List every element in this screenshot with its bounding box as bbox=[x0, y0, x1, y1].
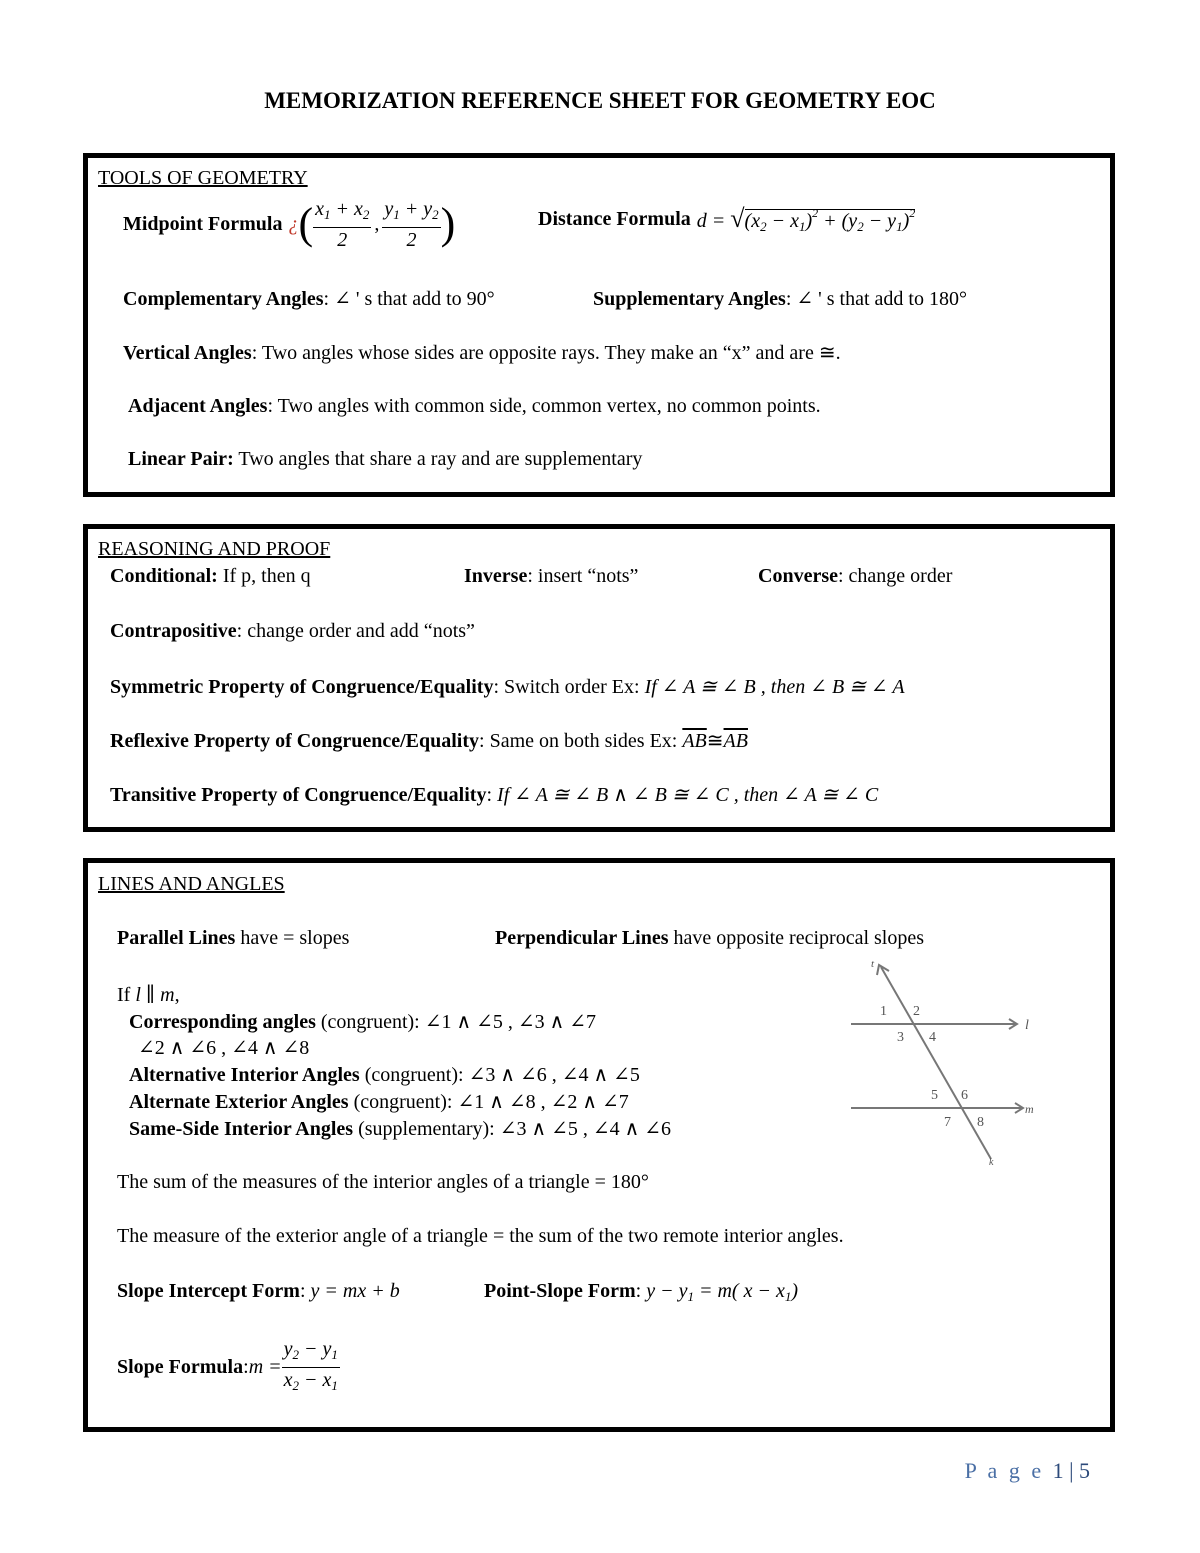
cond-label: Conditional: bbox=[110, 565, 218, 587]
si-math: y = mx + b bbox=[310, 1280, 400, 1302]
corresponding-angles bbox=[129, 1009, 596, 1034]
conv-text: : change order bbox=[837, 565, 953, 587]
section-heading-tools: TOOLS OF GEOMETRY bbox=[98, 167, 308, 189]
complementary-angles bbox=[123, 286, 495, 311]
page-word: P a g e bbox=[964, 1458, 1045, 1483]
conditional bbox=[110, 565, 311, 588]
corr-math-1: ∠1 ∧ ∠5 , ∠3 ∧ ∠7 bbox=[419, 1011, 597, 1033]
parallel-lines-diagram bbox=[843, 955, 1043, 1167]
ps-text: : bbox=[635, 1280, 647, 1302]
distance-label: Distance Formula bbox=[538, 208, 691, 230]
sf-m: m = bbox=[248, 1355, 282, 1378]
inv-label: Inverse bbox=[464, 565, 528, 587]
line-l-label: l bbox=[1025, 1018, 1029, 1033]
altext-paren: (congruent): bbox=[348, 1091, 453, 1113]
angle-label-6: 6 bbox=[961, 1088, 968, 1103]
contra-text: : change order and add “nots” bbox=[236, 620, 475, 642]
ps-label: Point-Slope Form bbox=[484, 1280, 636, 1302]
same-label: Same-Side Interior Angles bbox=[129, 1118, 354, 1140]
angle-label-5: 5 bbox=[931, 1088, 938, 1103]
adjacent-angles bbox=[128, 395, 821, 418]
transversal-top-label: t bbox=[871, 958, 875, 970]
if-text: If bbox=[117, 984, 136, 1006]
altext-label: Alternate Exterior Angles bbox=[129, 1091, 349, 1113]
par-label: Parallel Lines bbox=[117, 927, 236, 949]
same-math: ∠3 ∧ ∠5 , ∠4 ∧ ∠6 bbox=[494, 1118, 672, 1140]
open-paren: ( bbox=[298, 199, 314, 248]
linear-text: Two angles that share a ray and are supplementary bbox=[233, 448, 643, 470]
perpendicular-lines bbox=[495, 927, 924, 950]
conv-label: Converse bbox=[758, 565, 838, 587]
page-title: MEMORIZATION REFERENCE SHEET FOR GEOMETRY EOC bbox=[264, 88, 936, 113]
converse bbox=[758, 565, 952, 588]
midpoint-y-fraction: $\frac{y_1 + y_2}{2}$ bbox=[384, 197, 439, 251]
midpoint-label: Midpoint Formula bbox=[123, 212, 283, 235]
linear-label: Linear Pair: bbox=[128, 448, 234, 470]
close-paren: ) bbox=[440, 199, 456, 248]
angle-label-7: 7 bbox=[944, 1115, 951, 1130]
section-heading-reasoning: REASONING AND PROOF bbox=[98, 538, 331, 560]
slope-fraction: $\frac{y_2 - y_1}{x_2 - x_1}$ bbox=[283, 1337, 338, 1393]
page-number: 1 bbox=[1052, 1458, 1064, 1483]
sym-label: Symmetric Property of Congruence/Equality bbox=[110, 676, 494, 698]
corr-paren: (congruent): bbox=[315, 1011, 420, 1033]
same-paren: (supplementary): bbox=[353, 1118, 495, 1140]
point-slope-form bbox=[484, 1280, 798, 1305]
sym-example: If ∠ A ≅ ∠ B , then ∠ B ≅ ∠ A bbox=[644, 676, 905, 698]
perp-text: have opposite reciprocal slopes bbox=[668, 927, 924, 949]
corr-label: Corresponding angles bbox=[129, 1011, 316, 1033]
page-separator: | bbox=[1063, 1458, 1079, 1483]
inverse bbox=[464, 565, 638, 588]
linear-pair bbox=[128, 448, 642, 471]
page-footer bbox=[965, 1458, 1090, 1484]
perp-label: Perpendicular Lines bbox=[495, 927, 669, 949]
segment-ab-1: $\overline{AB}$ bbox=[682, 730, 707, 752]
supplementary-angles bbox=[593, 286, 967, 311]
comp-label: Complementary Angles bbox=[123, 288, 324, 310]
distance-expression: $d = √(x_2 - x_1)^2 + (y_2 - y_1)^2$ bbox=[696, 204, 916, 234]
tools-of-geometry-box bbox=[83, 153, 1115, 497]
midpoint-formula bbox=[123, 192, 455, 256]
inv-text: : insert “nots” bbox=[527, 565, 639, 587]
transversal-bottom-label: k bbox=[989, 1157, 994, 1167]
refl-label: Reflexive Property of Congruence/Equality bbox=[110, 730, 480, 752]
symmetric-property bbox=[110, 674, 905, 699]
section-heading-lines: LINES AND ANGLES bbox=[98, 873, 285, 895]
supp-text: : ∠ ' s that add to 180° bbox=[785, 288, 967, 310]
altint-math: ∠3 ∧ ∠6 , ∠4 ∧ ∠5 bbox=[463, 1064, 640, 1086]
angle-label-8: 8 bbox=[977, 1115, 984, 1130]
altint-paren: (congruent): bbox=[359, 1064, 464, 1086]
sf-label: Slope Formula bbox=[117, 1355, 244, 1378]
par-text: have = slopes bbox=[235, 927, 350, 949]
if-comma: , bbox=[174, 984, 180, 1006]
ps-math: $y - y_1 = m$( $x - x_1$) bbox=[646, 1280, 798, 1304]
angle-label-2: 2 bbox=[913, 1004, 920, 1019]
congruent-symbol: ≅ bbox=[706, 730, 724, 752]
parallel-lines bbox=[117, 927, 349, 950]
alternative-interior-angles bbox=[129, 1062, 640, 1087]
lines-and-angles-box bbox=[83, 858, 1115, 1432]
reasoning-and-proof-box bbox=[83, 524, 1115, 832]
angle-label-4: 4 bbox=[929, 1030, 936, 1045]
altext-math: ∠1 ∧ ∠8 , ∠2 ∧ ∠7 bbox=[452, 1091, 629, 1113]
si-label: Slope Intercept Form bbox=[117, 1280, 300, 1302]
segment-ab-2: $\overline{AB}$ bbox=[723, 730, 748, 752]
vert-label: Vertical Angles bbox=[123, 342, 252, 364]
slope-intercept-form bbox=[117, 1280, 400, 1303]
line-m-label: m bbox=[1025, 1102, 1034, 1116]
comma: , bbox=[374, 212, 380, 235]
angle-label-3: 3 bbox=[897, 1030, 904, 1045]
vert-text: : Two angles whose sides are opposite rays. They make an “x” and are ≅. bbox=[251, 342, 841, 364]
trans-label: Transitive Property of Congruence/Equality bbox=[110, 784, 487, 806]
refl-text: : Same on both sides Ex: bbox=[479, 730, 683, 752]
midpoint-x-fraction: $\frac{x_1 + x_2}{2}$ bbox=[315, 197, 370, 251]
if-math: l ∥ m bbox=[135, 984, 175, 1006]
corresponding-angles-2 bbox=[138, 1035, 309, 1060]
if-parallel bbox=[117, 982, 180, 1007]
si-text: : bbox=[299, 1280, 311, 1302]
altint-label: Alternative Interior Angles bbox=[129, 1064, 360, 1086]
transversal bbox=[881, 967, 991, 1159]
reflexive-property bbox=[110, 728, 748, 753]
same-side-interior-angles bbox=[129, 1116, 671, 1141]
adj-label: Adjacent Angles bbox=[128, 395, 268, 417]
corr-math-2: ∠2 ∧ ∠6 , ∠4 ∧ ∠8 bbox=[138, 1037, 310, 1059]
trans-example: If ∠ A ≅ ∠ B ∧ ∠ B ≅ ∠ C , then ∠ A ≅ ∠ C bbox=[497, 784, 879, 806]
comp-text: : ∠ ' s that add to 90° bbox=[323, 288, 495, 310]
cond-text: If p, then q bbox=[217, 565, 311, 587]
supp-label: Supplementary Angles bbox=[593, 288, 786, 310]
contrapositive bbox=[110, 620, 475, 643]
trans-text: : bbox=[486, 784, 498, 806]
distance-formula bbox=[538, 204, 915, 235]
adj-text: : Two angles with common side, common vertex, no common points. bbox=[267, 395, 821, 417]
sym-text: : Switch order Ex: bbox=[493, 676, 645, 698]
contra-label: Contrapositive bbox=[110, 620, 237, 642]
triangle-sum: The sum of the measures of the interior angles of a triangle = 180° bbox=[117, 1171, 649, 1193]
exterior-angle: The measure of the exterior angle of a triangle = the sum of the two remote interior angles. bbox=[117, 1225, 844, 1247]
alternate-exterior-angles bbox=[129, 1089, 629, 1114]
angle-label-1: 1 bbox=[880, 1004, 887, 1019]
transitive-property bbox=[110, 782, 878, 807]
vertical-angles bbox=[123, 340, 841, 365]
page-total: 5 bbox=[1079, 1458, 1090, 1483]
midpoint-glyph: ¿ bbox=[288, 212, 299, 235]
slope-formula bbox=[117, 1337, 340, 1397]
sf-text: : bbox=[243, 1355, 249, 1378]
